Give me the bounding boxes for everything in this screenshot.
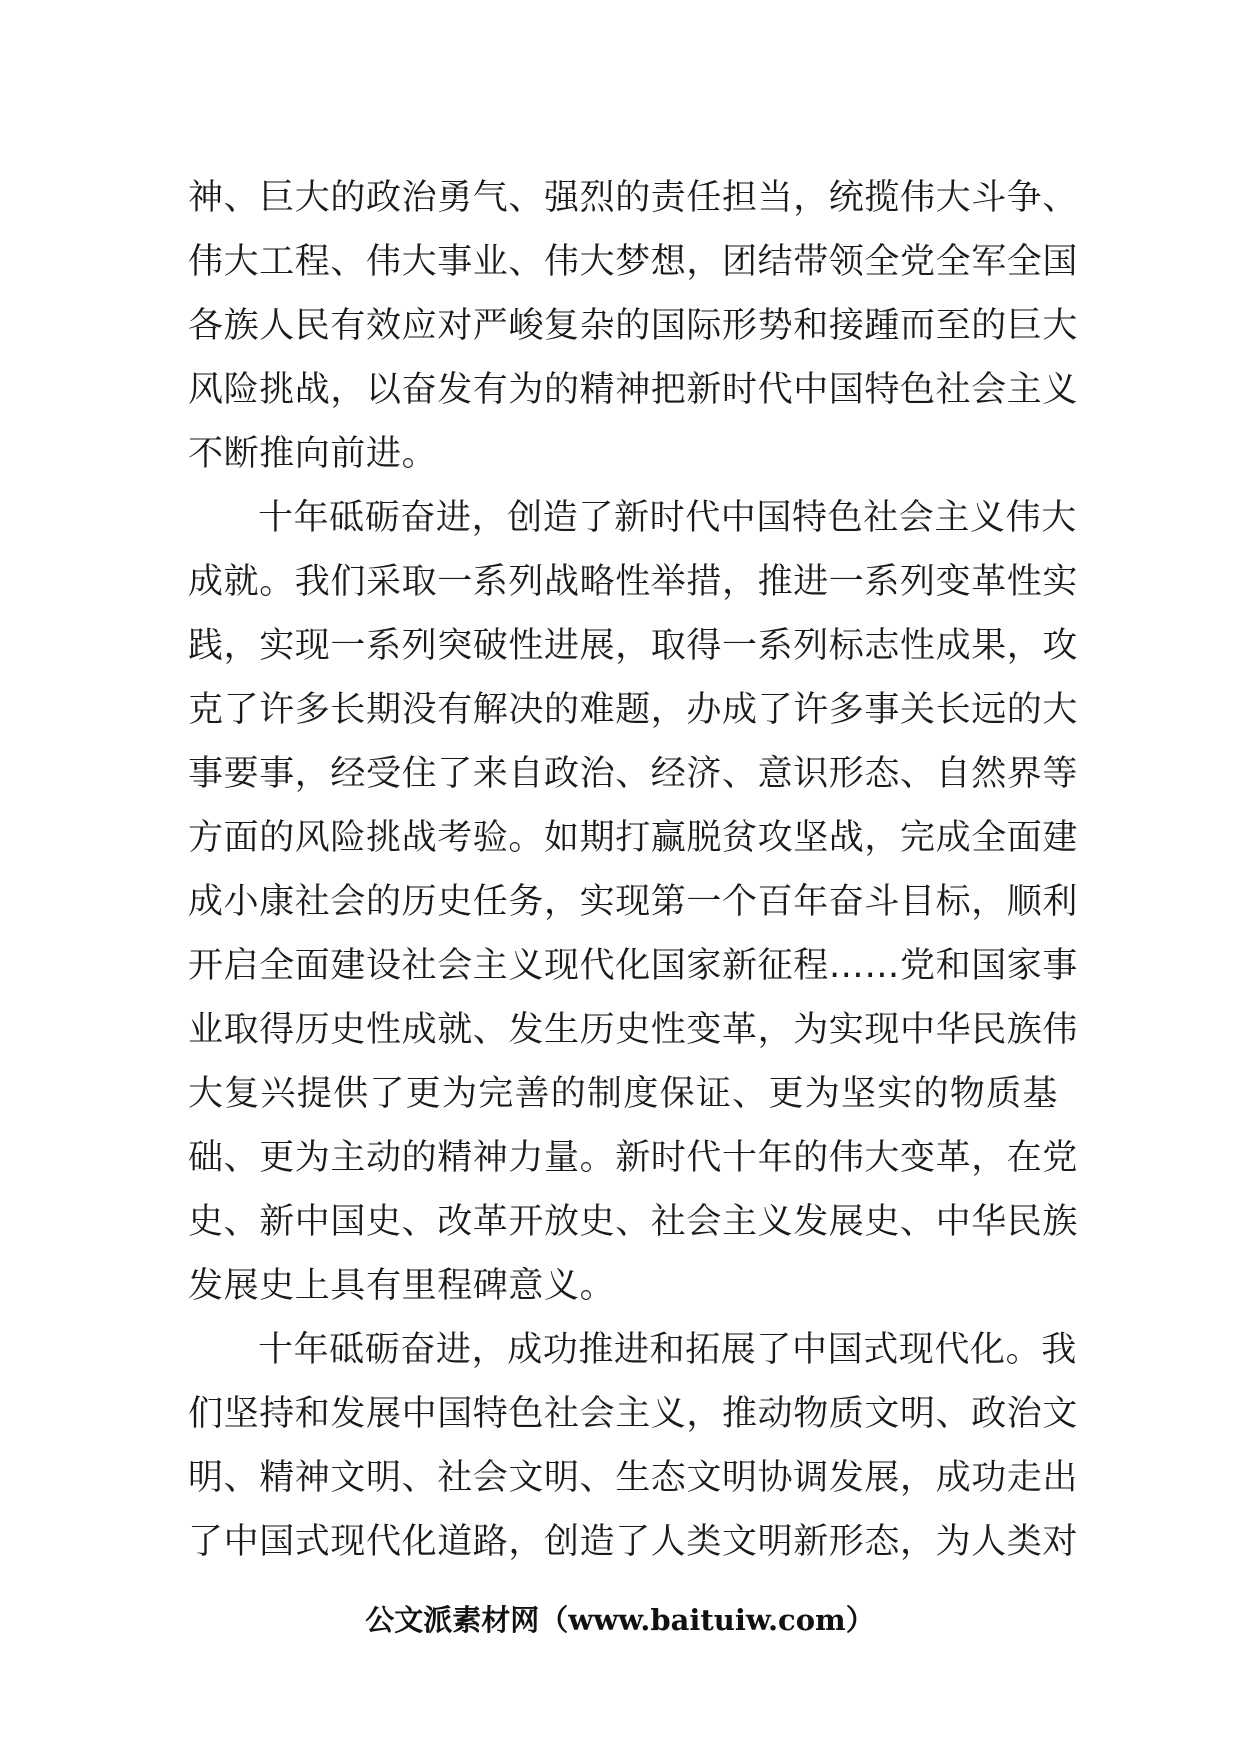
text-line: 明、精神文明、社会文明、生态文明协调发展，成功走出	[188, 1458, 1079, 1498]
text-line: 风险挑战，以奋发有为的精神把新时代中国特色社会主义	[188, 370, 1079, 410]
paragraph-first-line: 十年砥砺奋进，创造了新时代中国特色社会主义伟大	[258, 498, 1077, 538]
text-line: 克了许多长期没有解决的难题，办成了许多事关长远的大	[188, 690, 1079, 730]
text-line: 伟大工程、伟大事业、伟大梦想，团结带领全党全军全国	[188, 242, 1079, 282]
text-line: 发展史上具有里程碑意义。	[188, 1266, 616, 1306]
text-line: 神、巨大的政治勇气、强烈的责任担当，统揽伟大斗争、	[188, 178, 1079, 218]
text-line: 们坚持和发展中国特色社会主义，推动物质文明、政治文	[188, 1394, 1079, 1434]
text-line: 业取得历史性成就、发生历史性变革，为实现中华民族伟	[188, 1010, 1079, 1050]
page-footer-watermark: 公文派素材网（www.baituiw.com）	[365, 1603, 875, 1637]
text-line: 了中国式现代化道路，创造了人类文明新形态，为人类对	[188, 1522, 1079, 1562]
text-line: 成就。我们采取一系列战略性举措，推进一系列变革性实	[188, 562, 1079, 602]
paragraph-first-line: 十年砥砺奋进，成功推进和拓展了中国式现代化。我	[258, 1330, 1077, 1370]
text-line: 各族人民有效应对严峻复杂的国际形势和接踵而至的巨大	[188, 306, 1079, 346]
text-line: 大复兴提供了更为完善的制度保证、更为坚实的物质基	[188, 1074, 1058, 1114]
text-line: 础、更为主动的精神力量。新时代十年的伟大变革，在党	[188, 1138, 1079, 1178]
text-line: 事要事，经受住了来自政治、经济、意识形态、自然界等	[188, 754, 1079, 794]
text-line: 史、新中国史、改革开放史、社会主义发展史、中华民族	[188, 1202, 1079, 1242]
document-body	[188, 166, 1079, 1574]
text-line: 不断推向前进。	[188, 434, 438, 474]
text-line: 方面的风险挑战考验。如期打赢脱贫攻坚战，完成全面建	[188, 818, 1079, 858]
text-line: 开启全面建设社会主义现代化国家新征程……党和国家事	[188, 946, 1079, 986]
text-line: 践，实现一系列突破性进展，取得一系列标志性成果，攻	[188, 626, 1079, 666]
text-line: 成小康社会的历史任务，实现第一个百年奋斗目标，顺利	[188, 882, 1079, 922]
